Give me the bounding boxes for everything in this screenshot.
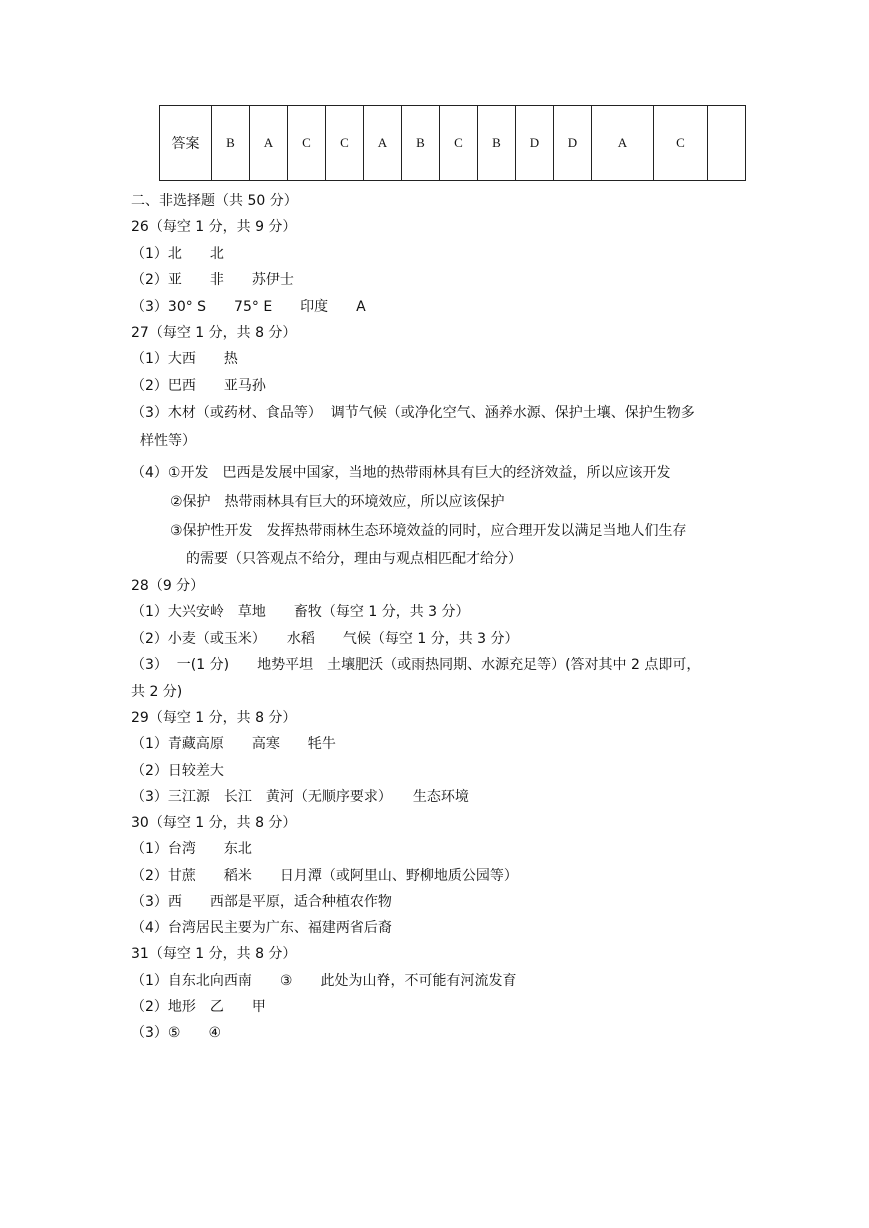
answer-cell: A <box>592 106 654 181</box>
question-heading: 26（每空 1 分，共 9 分） <box>131 219 297 235</box>
question-heading: 30（每空 1 分，共 8 分） <box>131 815 297 831</box>
answer-cell: A <box>364 106 402 181</box>
answer-line: （3）三江源 长江 黄河（无顺序要求） 生态环境 <box>131 789 469 805</box>
answer-line: （3）西 西部是平原，适合种植农作物 <box>131 894 392 910</box>
answer-line: （3）30° S 75° E 印度 A <box>131 299 366 315</box>
answer-cell: D <box>554 106 592 181</box>
answer-cell: C <box>288 106 326 181</box>
answer-cell: B <box>478 106 516 181</box>
answer-line: （4）①开发 巴西是发展中国家，当地的热带雨林具有巨大的经济效益，所以应该开发 <box>131 465 671 481</box>
answer-cell: C <box>326 106 364 181</box>
question-heading: 31（每空 1 分，共 8 分） <box>131 946 297 962</box>
answer-line: （1）自东北向西南 ③ 此处为山脊，不可能有河流发育 <box>131 973 517 989</box>
section-heading: 二、非选择题（共 50 分） <box>131 193 298 209</box>
answer-table <box>159 105 746 181</box>
answer-cell: C <box>654 106 708 181</box>
answer-line: （2）甘蔗 稻米 日月潭（或阿里山、野柳地质公园等） <box>131 868 518 884</box>
answer-line: 的需要（只答观点不给分，理由与观点相匹配才给分） <box>186 551 522 567</box>
answer-line: （2）地形 乙 甲 <box>131 999 266 1015</box>
answer-header-cell: 答案 <box>160 106 212 181</box>
answer-line: （2）日较差大 <box>131 763 224 779</box>
answer-line: （1）大西 热 <box>131 351 238 367</box>
question-heading: 27（每空 1 分，共 8 分） <box>131 325 297 341</box>
answer-row <box>160 106 746 181</box>
answer-cell: B <box>212 106 250 181</box>
answer-line: （3）⑤ ④ <box>131 1025 222 1041</box>
answer-line: （1）北 北 <box>131 246 224 262</box>
answer-cell: B <box>402 106 440 181</box>
answer-cell: D <box>516 106 554 181</box>
answer-line: （3） 一(1 分) 地势平坦 土壤肥沃（或雨热同期、水源充足等）(答对其中 2 点即可， <box>131 657 701 673</box>
answer-cell <box>708 106 746 181</box>
answer-line: （1）大兴安岭 草地 畜牧（每空 1 分，共 3 分） <box>131 604 470 620</box>
answer-cell: C <box>440 106 478 181</box>
answer-line: （1）青藏高原 高寒 牦牛 <box>131 736 336 752</box>
answer-line: （3）木材（或药材、食品等） 调节气候（或净化空气、涵养水源、保护土壤、保护生物多 <box>131 405 695 421</box>
answer-line: （2）亚 非 苏伊士 <box>131 272 294 288</box>
answer-cell: A <box>250 106 288 181</box>
question-heading: 29（每空 1 分，共 8 分） <box>131 710 297 726</box>
answer-line: ②保护 热带雨林具有巨大的环境效应，所以应该保护 <box>170 494 505 510</box>
answer-line: （2）小麦（或玉米） 水稻 气候（每空 1 分，共 3 分） <box>131 631 519 647</box>
answer-line: （1）台湾 东北 <box>131 841 252 857</box>
answer-line: （2）巴西 亚马孙 <box>131 378 266 394</box>
answer-line: 共 2 分) <box>131 684 183 700</box>
question-heading: 28（9 分） <box>131 578 205 594</box>
answer-line: ③保护性开发 发挥热带雨林生态环境效益的同时，应合理开发以满足当地人们生存 <box>170 523 687 539</box>
answer-line: 样性等） <box>140 433 196 449</box>
answer-line: （4）台湾居民主要为广东、福建两省后裔 <box>131 920 392 936</box>
